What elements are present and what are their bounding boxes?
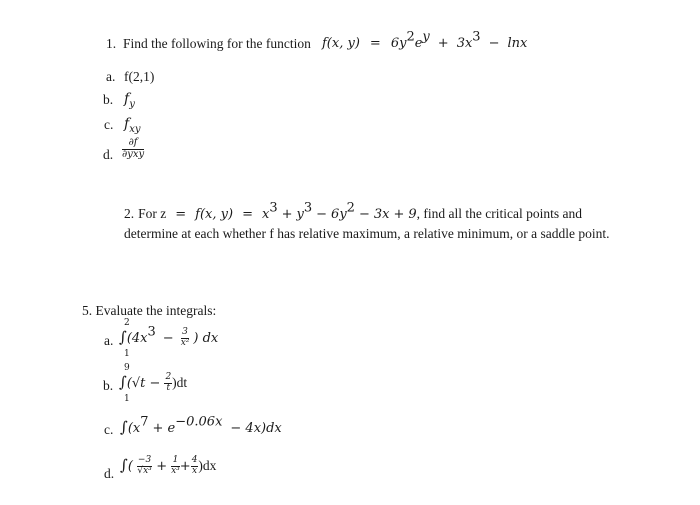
integral-b-open: (√t − [126,376,161,391]
integral-d-fraction-2 [171,456,180,476]
minus-sign: − [488,36,500,51]
integral-c-sign: ∫ [120,418,128,436]
term-e: e [414,36,423,51]
integral-d-f3-num: 4 [191,455,198,466]
p2-minus-2: − [358,207,370,222]
part-b-f: f [124,91,130,107]
integral-a-frac-den: x² [180,337,190,348]
term-6y: 6y [390,36,407,51]
integral-a-close: ) dx [193,331,219,346]
p2-plus-1: + [281,207,293,222]
plus-sign: + [437,36,449,51]
term-e-exp: y [422,29,430,45]
integral-a-lower-limit: 1 [124,349,130,359]
part-a-label: a. [106,69,116,84]
integral-d-plus-2: + [179,459,191,474]
integral-b-frac-den: t [166,382,171,393]
problem-2-expression [261,200,417,222]
part-c-f: f [124,116,130,132]
problem-2-equals-2: = [242,207,253,222]
integral-d-fraction-1 [137,456,152,476]
problem-2-equals: = [175,207,187,222]
integral-c-expression [120,414,282,437]
integral-a-label: a. [104,333,114,348]
integral-d-f3-den: x [192,465,198,476]
part-b-sub: y [129,99,135,111]
part-c-label: c. [104,117,114,132]
integral-b-close: )dt [172,375,188,390]
integral-a-fraction [181,328,190,348]
term-6y-exp: 2 [406,29,415,45]
integral-d-f2-num: 1 [172,455,179,466]
integral-c-plus-e: + e [152,421,176,436]
integral-b-label: b. [103,378,114,393]
integral-b-fraction [164,373,172,393]
integral-d-f1-den: √x³ [137,465,152,476]
integral-d-close: )dx [198,458,217,473]
integral-a-exp: 3 [147,324,156,340]
p2-6y: 6y [331,207,347,222]
integral-a-frac-num: 3 [182,327,188,338]
integral-b-expression [119,373,187,393]
part-a-content: f(2,1) [124,69,155,84]
integral-d-expression [120,456,216,476]
p2-9: 9 [408,207,417,222]
integral-d-label: d. [104,466,115,481]
integral-d-f1-num: −3 [137,455,152,466]
p2-plus-2: + [393,207,405,222]
problem-2-line-1 [124,200,582,223]
integral-c-label: c. [104,422,114,437]
term-3x: 3x [456,36,473,51]
p2-x: x [261,207,270,222]
part-d-fraction [122,138,144,160]
part-d-label: d. [103,147,114,162]
integral-a-minus: − [162,331,174,346]
integral-c-exp1: 7 [140,414,149,430]
integral-d-sign: ∫ [120,456,128,474]
equals-sign: = [369,36,381,51]
integral-b-frac-num: 2 [165,372,172,383]
part-c-sub: xy [129,124,141,136]
term-lnx: lnx [507,36,528,51]
problem-2-tail: , find all the critical points and [416,206,582,221]
term-3x-exp: 3 [472,29,481,45]
problem-1-number: 1. [106,36,117,51]
integral-a-open: (4x [126,331,148,346]
integral-b-sign: ∫ [119,373,127,391]
p2-y-exp: 3 [303,200,313,216]
integral-b-lower-limit: 1 [124,394,130,404]
problem-5-title: 5. Evaluate the integrals: [82,303,217,318]
part-b-content [124,90,135,111]
integral-d-f2-den: x³ [171,465,180,476]
integral-c-exp2: −0.06x [175,414,223,430]
p2-3x: 3x [373,207,390,222]
integral-a-sign: ∫ [119,328,127,346]
p2-minus-1: − [316,207,328,222]
integral-c-open: (x [127,421,141,436]
part-d-denominator: ∂yxy [122,148,145,160]
integral-a-upper-limit: 2 [124,318,130,328]
part-c-content [124,115,141,136]
problem-1-function [322,29,528,52]
problem-2-lead: For z [138,206,167,221]
problem-2-number: 2. [124,206,135,221]
integral-c-close: − 4x)dx [230,421,282,436]
integral-b-upper-limit: 9 [124,363,130,373]
problem-2-line-2: determine at each whether f has relative maximum, a relative minimum, or a saddle point. [124,226,610,241]
function-lhs: f(x, y) [322,36,360,51]
integral-d-open: ( [127,459,133,474]
p2-x-exp: 3 [269,200,278,216]
problem-1-text: Find the following for the function [123,36,311,51]
p2-y: y [296,207,304,222]
part-b-label: b. [103,92,114,107]
problem-2-function: f(x, y) [195,207,234,222]
p2-6y-exp: 2 [346,200,355,216]
part-d-numerator: ∂f [122,138,144,150]
integral-d-plus-1: + [156,459,168,474]
integral-a-expression [119,324,219,348]
part-d-content [122,138,144,160]
